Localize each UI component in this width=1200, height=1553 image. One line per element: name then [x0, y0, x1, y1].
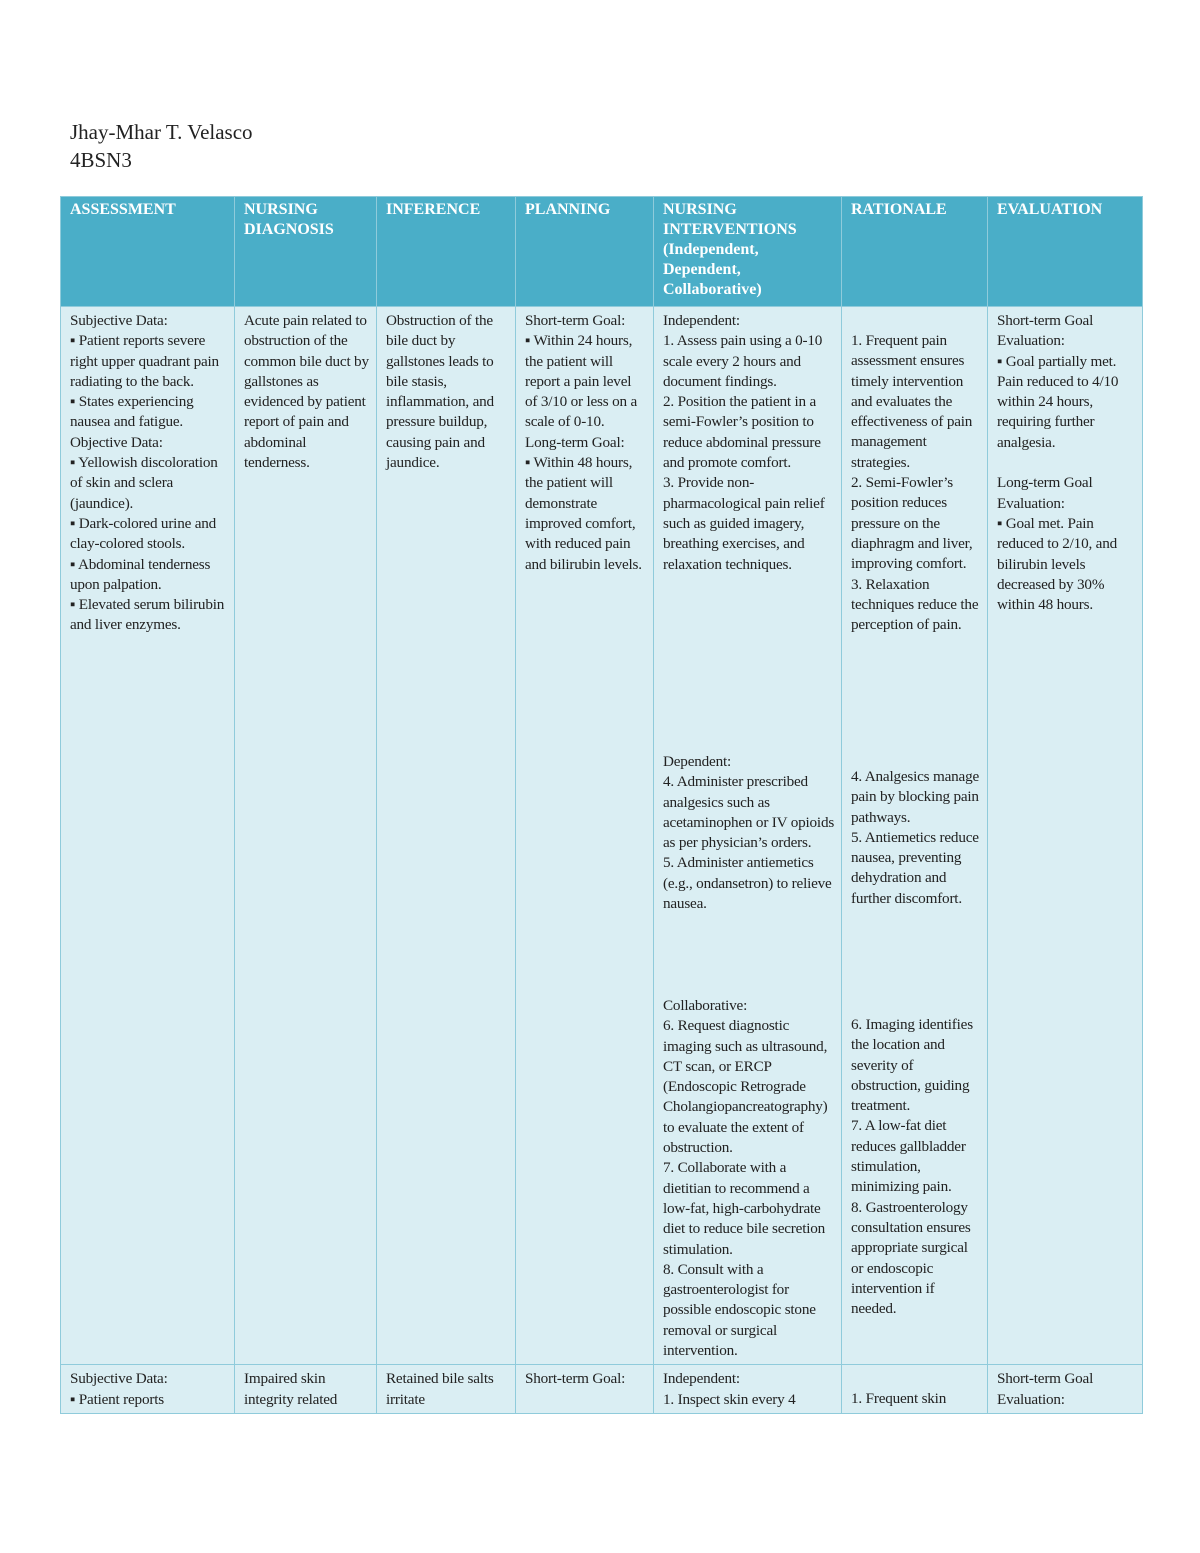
- cell-inference: Obstruction of the bile duct by gallstones leads to bile stasis, inflammation, and pressure buildup, causing pain and jaundice.: [377, 307, 516, 1365]
- col-header-nursing-interventions: NURSING INTERVENTIONS (Independent, Dependent, Collaborative): [654, 197, 842, 307]
- cell-diagnosis: Acute pain related to obstruction of the common bile duct by gallstones as evidenced by patient report of pain and abdominal tenderness.: [235, 307, 377, 1365]
- document-header: [70, 118, 253, 174]
- interventions-independent: Independent: 1. Assess pain using a 0-10 scale every 2 hours and document findings. 2. Position the patient in a semi-Fowler’s position to reduce abdominal pressure and promote comfort. 3. Provide non-pharmacological pain relief such as guided imagery, breathing exercises, and relaxation techniques.: [663, 312, 825, 573]
- cell-interventions: Independent: 1. Inspect skin every 4: [654, 1365, 842, 1414]
- cell-interventions: [654, 307, 842, 1365]
- nursing-care-plan-table: [60, 196, 1143, 1414]
- cell-evaluation: Short-term Goal Evaluation:: [988, 1365, 1143, 1414]
- table-row: [61, 1365, 1143, 1414]
- cell-diagnosis: Impaired skin integrity related: [235, 1365, 377, 1414]
- col-header-inference: INFERENCE: [377, 197, 516, 307]
- rationale-independent: 1. Frequent pain assessment ensures timely intervention and evaluates the effectiveness of pain management strategies. 2. Semi-Fowler’s position reduces pressure on the diaphragm and liver, improving comfort. 3. Relaxation techniques reduce the perception of pain.: [851, 332, 979, 634]
- rationale-collaborative: 6. Imaging identifies the location and severity of obstruction, guiding treatment. 7. A low-fat diet reduces gallbladder stimulation, minimizing pain. 8. Gastroenterology consultation ensures appropriate surgical or endoscopic intervention if needed.: [851, 1016, 973, 1318]
- cell-rationale: [842, 307, 988, 1365]
- student-section: 4BSN3: [70, 148, 132, 172]
- col-header-evaluation: EVALUATION: [988, 197, 1143, 307]
- student-name: Jhay-Mhar T. Velasco: [70, 120, 253, 144]
- cell-rationale: [842, 1365, 988, 1414]
- col-header-assessment: ASSESSMENT: [61, 197, 235, 307]
- interventions-collaborative: Collaborative: 6. Request diagnostic imaging such as ultrasound, CT scan, or ERCP (Endoscopic Retrograde Cholangiopancreatography) to evaluate the extent of obstruction. 7. Collaborate with a dietitian to recommend a low-fat, high-carbohydrate diet to reduce bile secretion stimulation. 8. Consult with a gastroenterologist for possible endoscopic stone removal or surgical intervention.: [663, 997, 828, 1360]
- table-row: [61, 307, 1143, 1365]
- col-header-planning: PLANNING: [516, 197, 654, 307]
- cell-planning: Short-term Goal: ▪ Within 24 hours, the patient will report a pain level of 3/10 or less on a scale of 0-10. Long-term Goal: ▪ Within 48 hours, the patient will demonstrate improved comfort, with reduced pain and bilirubin levels.: [516, 307, 654, 1365]
- cell-assessment: Subjective Data: ▪ Patient reports: [61, 1365, 235, 1414]
- interventions-dependent: Dependent: 4. Administer prescribed analgesics such as acetaminophen or IV opioids as per physician’s orders. 5. Administer antiemetics (e.g., ondansetron) to relieve nausea.: [663, 753, 835, 913]
- col-header-rationale: RATIONALE: [842, 197, 988, 307]
- cell-planning: Short-term Goal:: [516, 1365, 654, 1414]
- cell-inference: Retained bile salts irritate: [377, 1365, 516, 1414]
- col-header-nursing-diagnosis: NURSING DIAGNOSIS: [235, 197, 377, 307]
- rationale-dependent: 4. Analgesics manage pain by blocking pain pathways. 5. Antiemetics reduce nausea, preventing dehydration and further discomfort.: [851, 768, 980, 907]
- rationale-start: 1. Frequent skin: [851, 1390, 947, 1408]
- cell-assessment: Subjective Data: ▪ Patient reports severe right upper quadrant pain radiating to the back. ▪ States experiencing nausea and fatigue. Objective Data: ▪ Yellowish discoloration of skin and sclera (jaundice). ▪ Dark-colored urine and clay-colored stools. ▪ Abdominal tenderness upon palpation. ▪ Elevated serum bilirubin and liver enzymes.: [61, 307, 235, 1365]
- cell-evaluation: Short-term Goal Evaluation: ▪ Goal partially met. Pain reduced to 4/10 within 24 hours, requiring further analgesia. Long-term Goal Evaluation: ▪ Goal met. Pain reduced to 2/10, and bilirubin levels decreased by 30% within 48 hours.: [988, 307, 1143, 1365]
- header-row: [61, 197, 1143, 307]
